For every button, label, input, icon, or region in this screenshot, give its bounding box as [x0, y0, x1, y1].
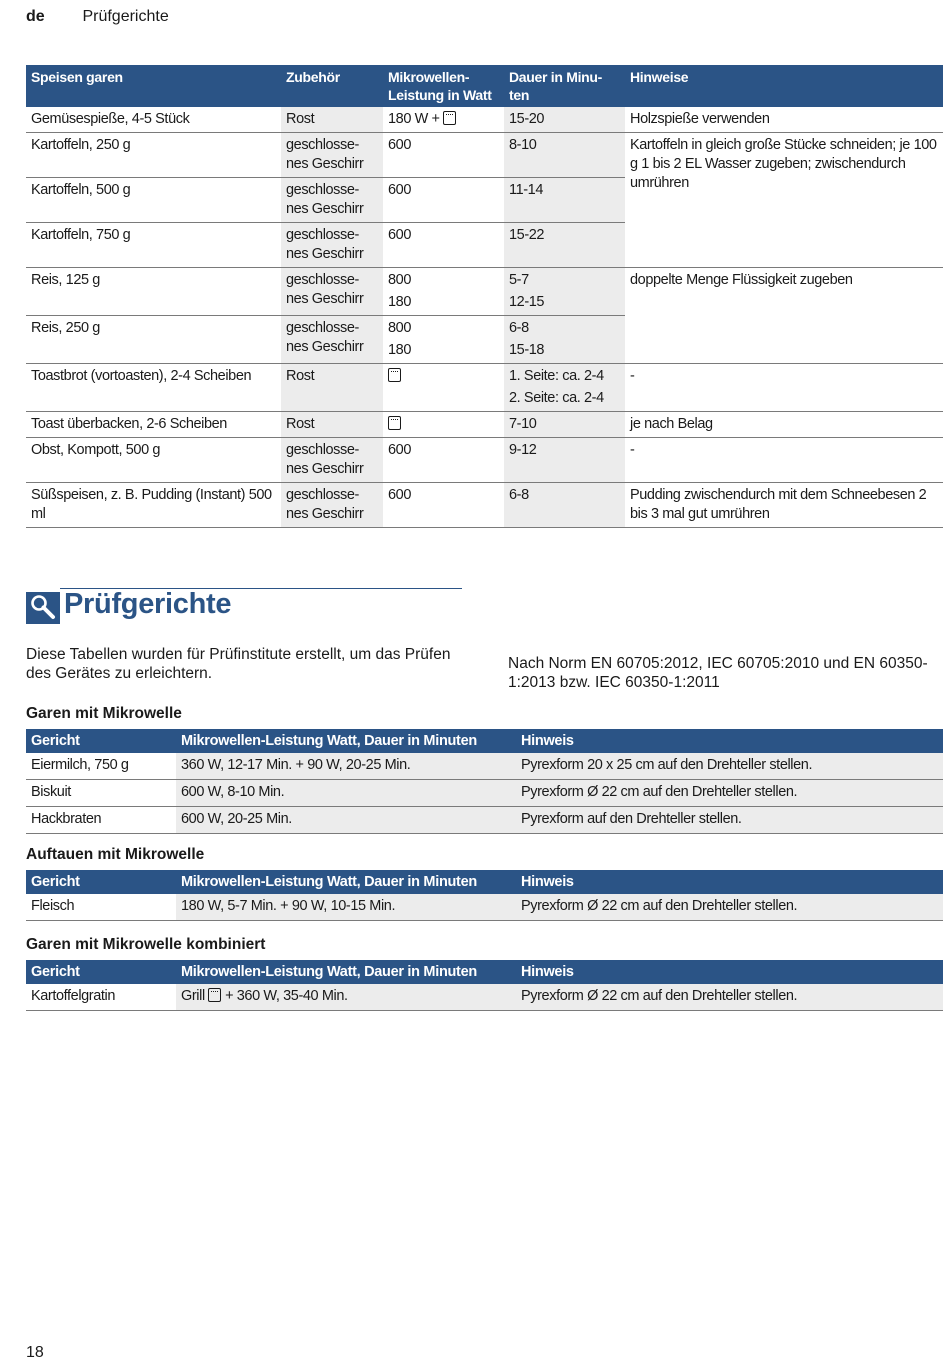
duration-cell [504, 364, 625, 412]
grill-icon [388, 368, 401, 382]
grill-icon [208, 988, 221, 1002]
power-cell: 180 W, 5-7 Min. + 90 W, 10-15 Min. [176, 894, 516, 921]
table-row [26, 780, 943, 807]
food-cell: Toastbrot (vortoasten), 2-4 Scheiben [26, 364, 281, 412]
power-cell: 600 [383, 223, 504, 268]
duration-cell: 15-22 [504, 223, 625, 268]
power-cell [176, 984, 516, 1011]
section-title: Prüfgerichte [64, 588, 232, 620]
col-header-power: Mikrowellen-Leistung in Watt [383, 65, 504, 107]
notes-cell: - [625, 364, 943, 412]
col-header-dish: Gericht [26, 729, 176, 753]
dish-cell: Hackbraten [26, 807, 176, 834]
test-table-combined [26, 960, 943, 1011]
duration-cell: 15-20 [504, 107, 625, 133]
table-row [26, 807, 943, 834]
accessory-cell: geschlosse-nes Geschirr [281, 316, 383, 364]
table-row [26, 364, 943, 412]
accessory-cell: geschlosse-nes Geschirr [281, 268, 383, 316]
power-cell: 600 [383, 178, 504, 223]
power-suffix: + 360 W, 35-40 Min. [225, 988, 348, 1004]
note-cell: Pyrexform Ø 22 cm auf den Drehteller stellen. [516, 894, 943, 921]
duration-cell: 11-14 [504, 178, 625, 223]
food-cell: Süßspeisen, z. B. Pudding (Instant) 500 ml [26, 483, 281, 528]
col-header-accessory: Zubehör [281, 65, 383, 107]
duration-cell [504, 268, 625, 316]
col-header-note: Hinweis [516, 960, 943, 984]
table-row [26, 438, 943, 483]
food-cell: Toast überbacken, 2-6 Scheiben [26, 412, 281, 438]
probe-icon [26, 592, 60, 624]
grill-icon [443, 111, 456, 125]
table-heading: Auftauen mit Mikrowelle [26, 846, 205, 863]
accessory-cell: Rost [281, 107, 383, 133]
note-cell: Pyrexform Ø 22 cm auf den Drehteller stellen. [516, 984, 943, 1011]
duration-cell: 8-10 [504, 133, 625, 178]
language-code: de [26, 8, 45, 25]
notes-cell: je nach Belag [625, 412, 943, 438]
accessory-cell: Rost [281, 364, 383, 412]
dish-cell: Kartoffelgratin [26, 984, 176, 1011]
power-cell: 600 W, 8-10 Min. [176, 780, 516, 807]
col-header-dish: Gericht [26, 870, 176, 894]
note-cell: Pyrexform 20 x 25 cm auf den Drehteller stellen. [516, 753, 943, 780]
dish-cell: Eiermilch, 750 g [26, 753, 176, 780]
intro-text: Diese Tabellen wurden für Prüfinstitute erstellt, um das Prüfen des Gerätes zu erleichtern. [26, 646, 451, 682]
food-cell: Kartoffeln, 500 g [26, 178, 281, 223]
col-header-power: Mikrowellen-Leistung Watt, Dauer in Minuten [176, 729, 516, 753]
food-cell: Reis, 125 g [26, 268, 281, 316]
accessory-cell: geschlosse-nes Geschirr [281, 133, 383, 178]
col-header-power: Mikrowellen-Leistung Watt, Dauer in Minuten [176, 960, 516, 984]
power-cell [383, 412, 504, 438]
page-number: 18 [26, 1344, 44, 1361]
test-table-defrost [26, 870, 943, 921]
accessory-cell: geschlosse-nes Geschirr [281, 223, 383, 268]
col-header-note: Hinweis [516, 870, 943, 894]
duration-cell: 6-8 [504, 483, 625, 528]
table-heading: Garen mit Mikrowelle [26, 705, 182, 722]
duration-value-2: 15-18 [509, 342, 545, 358]
table-header-row [26, 65, 943, 107]
power-value: 180 W + [388, 111, 440, 127]
power-value-2: 180 [388, 294, 411, 310]
notes-cell: doppelte Menge Flüssigkeit zugeben [625, 268, 943, 364]
table-header-row [26, 729, 943, 753]
table-header-row [26, 960, 943, 984]
power-cell [383, 268, 504, 316]
col-header-dish: Gericht [26, 960, 176, 984]
notes-cell: Kartoffeln in gleich große Stücke schneiden; je 100 g 1 bis 2 EL Wasser zugeben; zwischendurch umrühren [625, 133, 943, 268]
table-row [26, 268, 943, 316]
power-cell: 600 [383, 483, 504, 528]
power-cell: 360 W, 12-17 Min. + 90 W, 20-25 Min. [176, 753, 516, 780]
table-row [26, 412, 943, 438]
header-title: Prüfgerichte [82, 8, 169, 25]
food-cell: Kartoffeln, 250 g [26, 133, 281, 178]
accessory-cell: geschlosse-nes Geschirr [281, 438, 383, 483]
duration-value-2: 12-15 [509, 294, 545, 310]
power-value: 800 [388, 320, 411, 336]
test-table-cooking [26, 729, 943, 834]
table-header-row [26, 870, 943, 894]
dish-cell: Fleisch [26, 894, 176, 921]
notes-cell: - [625, 438, 943, 483]
duration-cell [504, 316, 625, 364]
table-heading: Garen mit Mikrowelle kombiniert [26, 936, 266, 953]
duration-cell: 7-10 [504, 412, 625, 438]
food-cell: Gemüsespieße, 4-5 Stück [26, 107, 281, 133]
notes-cell: Pudding zwischendurch mit dem Schneebesen 2 bis 3 mal gut umrühren [625, 483, 943, 528]
table-row [26, 107, 943, 133]
power-value-2: 180 [388, 342, 411, 358]
power-cell [383, 107, 504, 133]
note-cell: Pyrexform Ø 22 cm auf den Drehteller stellen. [516, 780, 943, 807]
food-cell: Reis, 250 g [26, 316, 281, 364]
power-cell [383, 364, 504, 412]
food-cell: Kartoffeln, 750 g [26, 223, 281, 268]
power-cell: 600 [383, 133, 504, 178]
power-cell: 600 [383, 438, 504, 483]
power-cell [383, 316, 504, 364]
col-header-notes: Hinweise [625, 65, 943, 107]
table-row [26, 894, 943, 921]
cooking-table [26, 65, 943, 528]
grill-label: Grill [181, 988, 205, 1004]
duration-value-2: 2. Seite: ca. 2-4 [509, 390, 604, 406]
table-row [26, 753, 943, 780]
col-header-power: Mikrowellen-Leistung Watt, Dauer in Minuten [176, 870, 516, 894]
food-cell: Obst, Kompott, 500 g [26, 438, 281, 483]
norm-text: Nach Norm EN 60705:2012, IEC 60705:2010 und EN 60350-1:2013 bzw. IEC 60350-1:2011 [508, 655, 928, 691]
table-row [26, 984, 943, 1011]
col-header-food: Speisen garen [26, 65, 281, 107]
col-header-note: Hinweis [516, 729, 943, 753]
table-row [26, 133, 943, 178]
notes-cell: Holzspieße verwenden [625, 107, 943, 133]
table-row [26, 483, 943, 528]
note-cell: Pyrexform auf den Drehteller stellen. [516, 807, 943, 834]
dish-cell: Biskuit [26, 780, 176, 807]
accessory-cell: geschlosse-nes Geschirr [281, 178, 383, 223]
duration-value: 5-7 [509, 272, 529, 288]
power-cell: 600 W, 20-25 Min. [176, 807, 516, 834]
grill-icon [388, 416, 401, 430]
accessory-cell: Rost [281, 412, 383, 438]
duration-value: 1. Seite: ca. 2-4 [509, 368, 604, 384]
power-value: 800 [388, 272, 411, 288]
page-header [26, 8, 169, 26]
accessory-cell: geschlosse-nes Geschirr [281, 483, 383, 528]
duration-value: 6-8 [509, 320, 529, 336]
duration-cell: 9-12 [504, 438, 625, 483]
col-header-duration: Dauer in Minu-ten [504, 65, 625, 107]
